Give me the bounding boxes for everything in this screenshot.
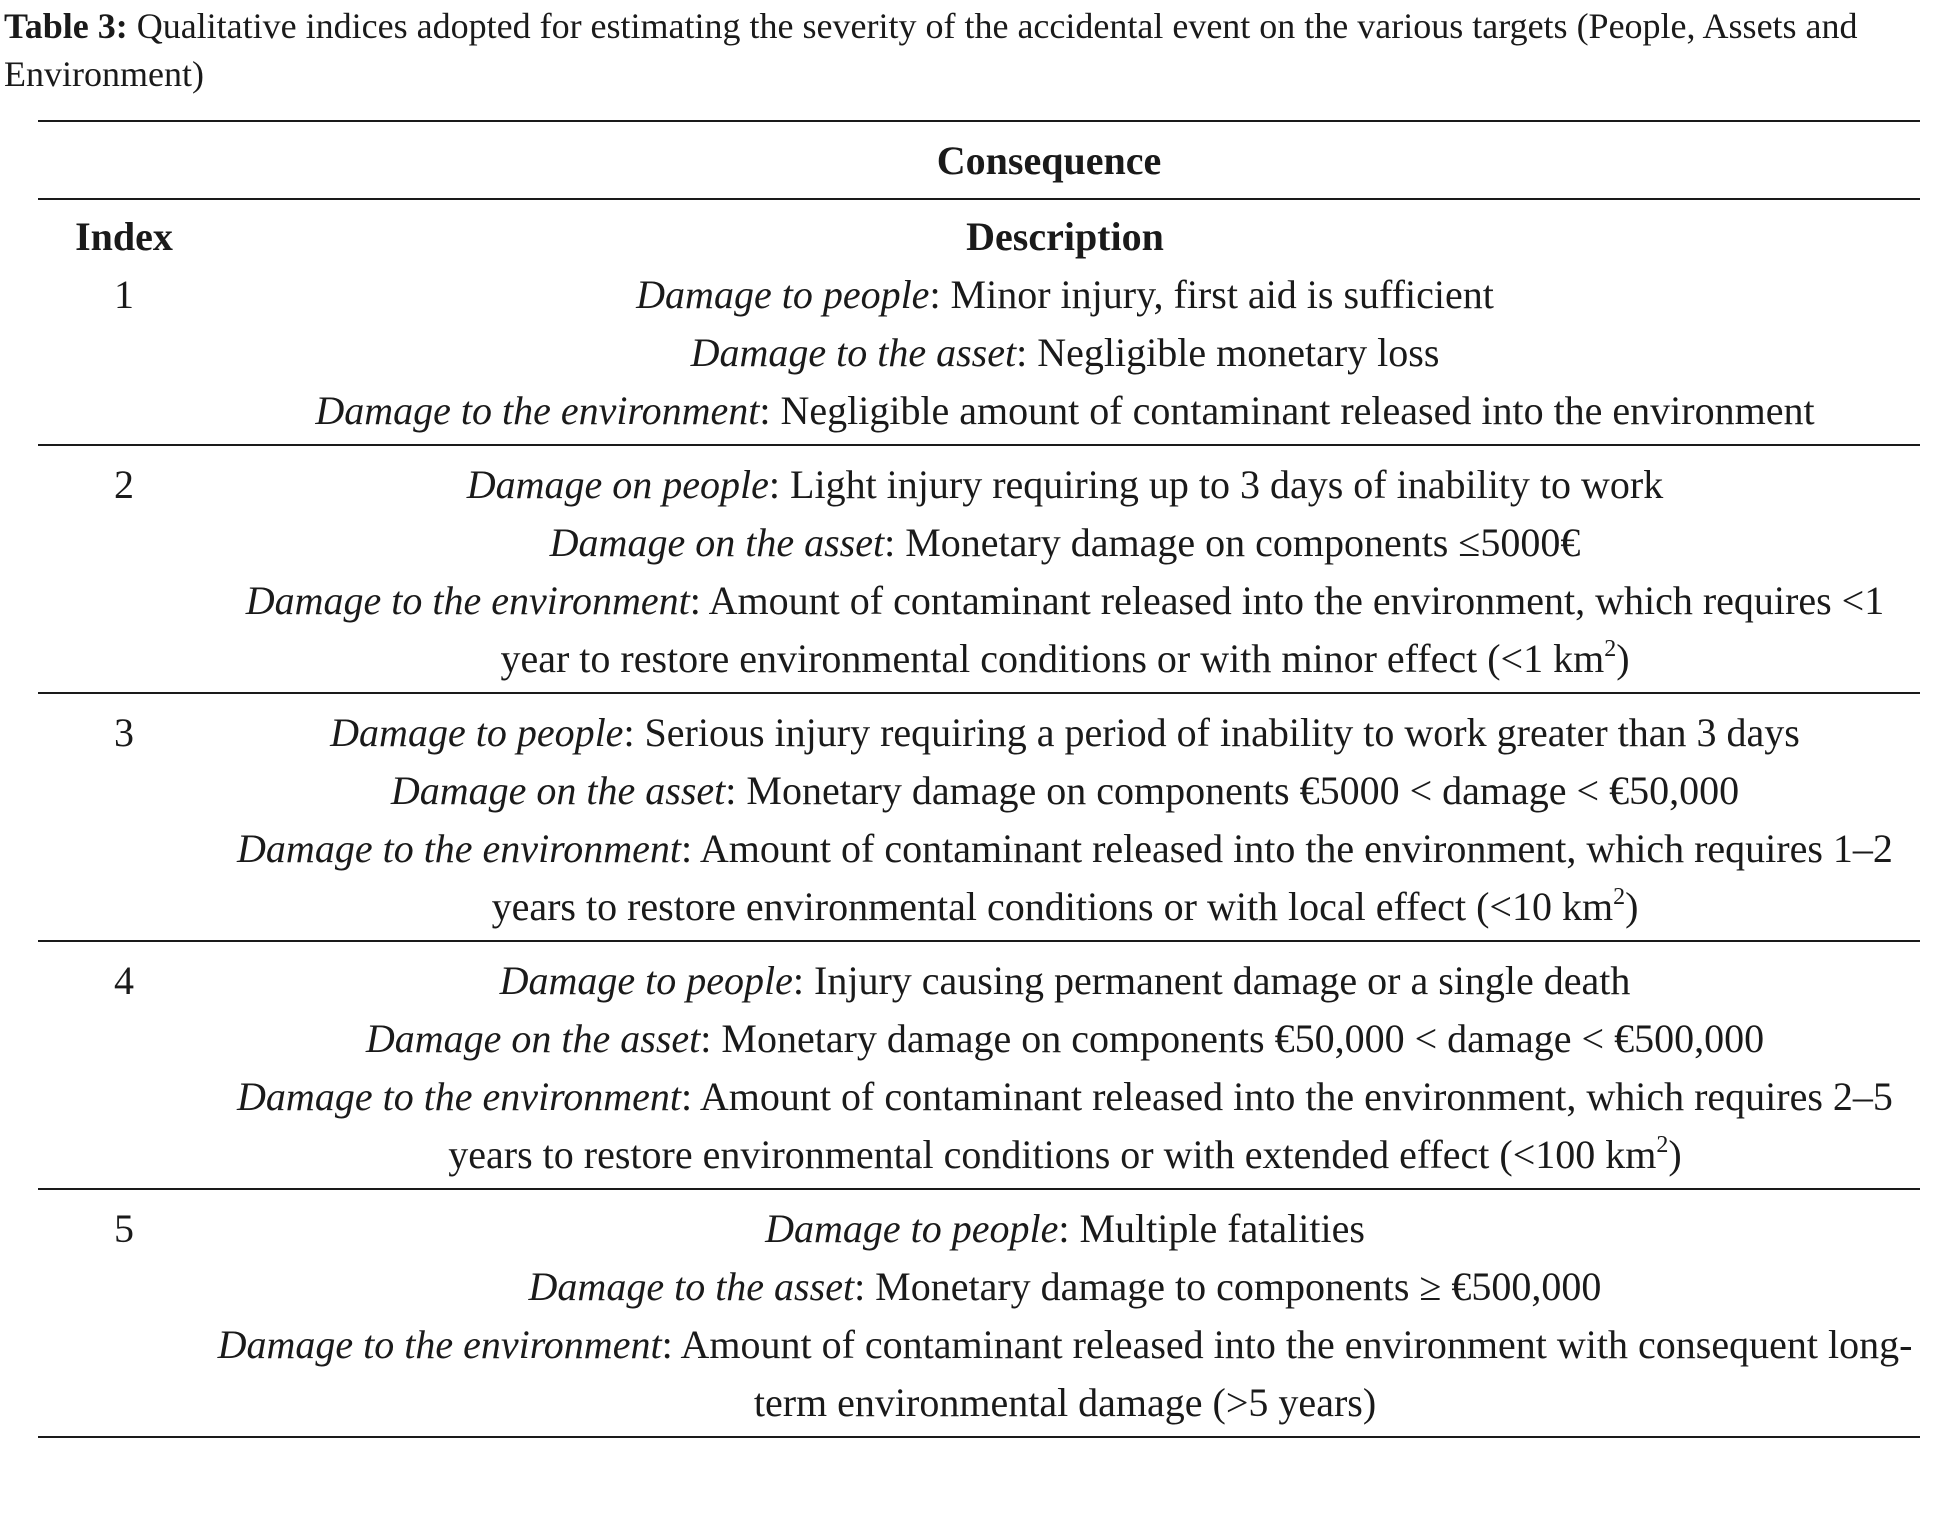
- damage-description-line: [210, 266, 1920, 324]
- damage-description-text: : Amount of contaminant released into the environment with consequent long-term environmental damage (>5 years): [661, 1322, 1913, 1425]
- damage-description-text: : Negligible monetary loss: [1016, 330, 1440, 375]
- consequence-header: Consequence: [936, 138, 1162, 183]
- damage-category-label: Damage on the asset: [390, 768, 726, 813]
- damage-category-label: Damage to people: [636, 272, 930, 317]
- damage-category-label: Damage to the environment: [217, 1322, 662, 1367]
- damage-description-line: [210, 514, 1920, 572]
- severity-index-cell: 2: [38, 445, 210, 693]
- damage-description-line: [210, 820, 1920, 936]
- severity-table: [38, 120, 1920, 1438]
- table-row: [38, 1189, 1920, 1437]
- severity-description-cell: [210, 1189, 1920, 1437]
- unit-superscript: 2: [1613, 884, 1626, 910]
- damage-category-label: Damage to the environment: [245, 578, 690, 623]
- severity-description-cell: [210, 445, 1920, 693]
- damage-category-label: Damage to people: [499, 958, 793, 1003]
- damage-category-label: Damage to the environment: [315, 388, 760, 433]
- damage-description-line: [210, 1068, 1920, 1184]
- damage-description-tail: ): [1668, 1132, 1682, 1177]
- damage-category-label: Damage to the asset: [528, 1264, 855, 1309]
- damage-category-label: Damage to the environment: [237, 826, 682, 871]
- damage-description-text: : Injury causing permanent damage or a single death: [792, 958, 1631, 1003]
- table-body: [38, 266, 1920, 1437]
- damage-description-text: : Light injury requiring up to 3 days of inability to work: [768, 462, 1664, 507]
- damage-description-line: [210, 572, 1920, 688]
- damage-category-label: Damage to the environment: [237, 1074, 682, 1119]
- damage-description-line: [210, 324, 1920, 382]
- severity-index-cell: 5: [38, 1189, 210, 1437]
- damage-description-text: : Amount of contaminant released into the environment, which requires <1 year to restore environmental conditions or with minor effect (<1 km: [500, 578, 1885, 681]
- table-row: [38, 266, 1920, 445]
- severity-description-cell: [210, 941, 1920, 1189]
- unit-superscript: 2: [1604, 636, 1617, 662]
- severity-table-container: [38, 120, 1920, 1438]
- damage-description-line: [210, 952, 1920, 1010]
- index-column-header: Index: [75, 214, 173, 259]
- severity-description-cell: [210, 266, 1920, 445]
- damage-description-text: : Monetary damage to components ≥ €500,000: [854, 1264, 1602, 1309]
- table-row: [38, 693, 1920, 941]
- severity-index-cell: 4: [38, 941, 210, 1189]
- damage-category-label: Damage to people: [330, 710, 624, 755]
- damage-description-tail: ): [1616, 636, 1630, 681]
- severity-description-cell: [210, 693, 1920, 941]
- table-row: [38, 445, 1920, 693]
- damage-description-line: [210, 762, 1920, 820]
- damage-description-text: : Amount of contaminant released into the environment, which requires 2–5 years to restore environmental conditions or with extended effect (<100 km: [448, 1074, 1893, 1177]
- table-caption: [4, 2, 1950, 98]
- damage-description-text: : Minor injury, first aid is sufficient: [929, 272, 1494, 317]
- severity-index-cell: 1: [38, 266, 210, 445]
- damage-description-text: : Amount of contaminant released into the environment, which requires 1–2 years to restore environmental conditions or with local effect (<10 km: [491, 826, 1893, 929]
- damage-description-text: : Negligible amount of contaminant released into the environment: [759, 388, 1815, 433]
- group-header-row: [38, 121, 1920, 199]
- damage-category-label: Damage on the asset: [365, 1016, 701, 1061]
- description-column-header: Description: [966, 214, 1164, 259]
- damage-description-line: [210, 704, 1920, 762]
- damage-description-line: [210, 382, 1920, 440]
- damage-category-label: Damage to the asset: [690, 330, 1017, 375]
- damage-description-text: : Serious injury requiring a period of inability to work greater than 3 days: [623, 710, 1800, 755]
- caption-label: Table 3:: [4, 6, 128, 46]
- damage-description-tail: ): [1625, 884, 1639, 929]
- table-row: [38, 941, 1920, 1189]
- damage-description-line: [210, 456, 1920, 514]
- unit-superscript: 2: [1656, 1132, 1669, 1158]
- column-header-row: [38, 199, 1920, 266]
- damage-description-line: [210, 1200, 1920, 1258]
- damage-description-line: [210, 1316, 1920, 1432]
- caption-text: Qualitative indices adopted for estimating the severity of the accidental event on the various targets (People, Assets and Environment): [4, 6, 1858, 94]
- severity-index-cell: 3: [38, 693, 210, 941]
- damage-category-label: Damage on people: [466, 462, 769, 507]
- damage-description-text: : Monetary damage on components €50,000 < damage < €500,000: [700, 1016, 1765, 1061]
- damage-description-line: [210, 1010, 1920, 1068]
- damage-description-line: [210, 1258, 1920, 1316]
- damage-category-label: Damage to people: [765, 1206, 1059, 1251]
- damage-description-text: : Monetary damage on components ≤5000€: [884, 520, 1581, 565]
- damage-category-label: Damage on the asset: [549, 520, 885, 565]
- damage-description-text: : Multiple fatalities: [1058, 1206, 1365, 1251]
- damage-description-text: : Monetary damage on components €5000 < damage < €50,000: [725, 768, 1740, 813]
